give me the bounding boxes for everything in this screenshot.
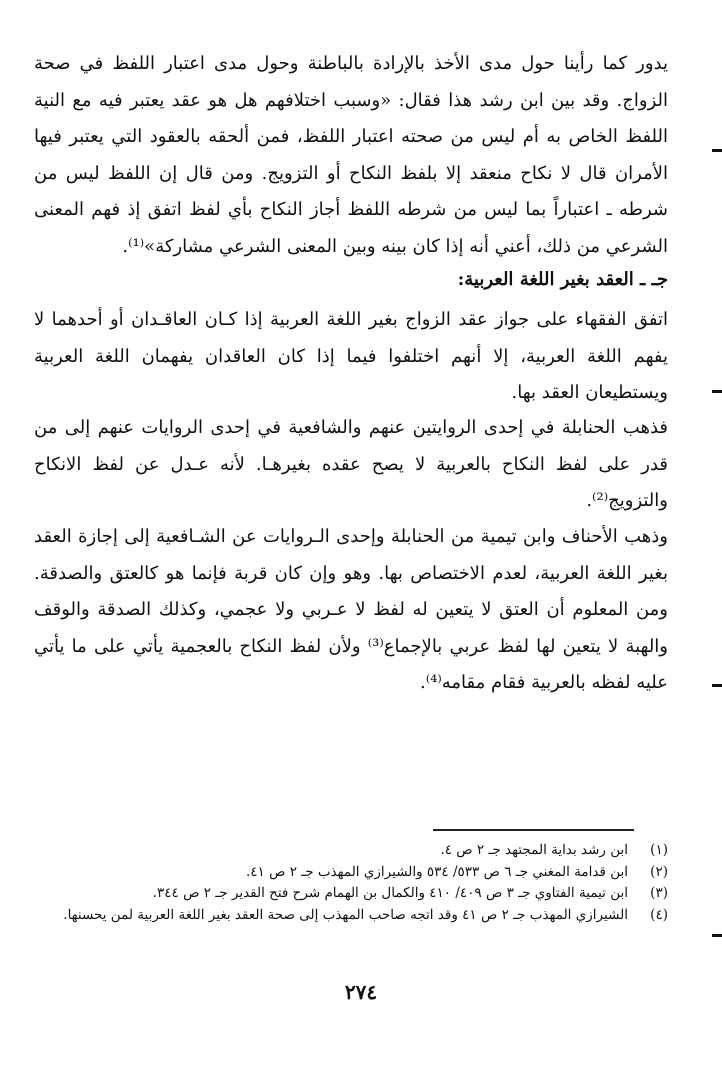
footnote-divider [433, 829, 634, 831]
footnote-text: ابن رشد بداية المجتهد جـ ٢ ص ٤. [440, 842, 628, 858]
section-heading: جـ ـ العقد بغير اللغة العربية: [457, 269, 668, 290]
footnote-text: الشيرازي المهذب جـ ٢ ص ٤١ وقد اتجه صاحب المهذب إلى صحة العقد بغير اللغة العربية لمن يحسنها. [63, 906, 628, 923]
footnote-number: (٣) [650, 885, 668, 901]
footnote-number: (٢) [650, 863, 668, 880]
footnote-text: ابن قدامة المغني جـ ٦ ص ٥٣٣/ ٥٣٤ والشيرازي المهذب جـ ٢ ص ٤١. [246, 863, 628, 880]
paragraph-hanafi-view: وذهب الأحناف وابن تيمية من الحنابلة وإحدى الـروايات عن الشـافعية إلى إجازة العقد بغير اللغة العربية، لعدم الاختصاص بها. وهو وإن كان قربة فإنما هو كالعتق والصدقة. ومن المعلوم أن العتق لا يتعين له لفظ لا عـربي ولا عجمي، وكذلك الصدقة والوقف والهبة لا يتعين لها لفظ عربي بالإجماع⁽³⁾ ولأن لفظ النكاح بالعجمية يأتي على ما يأتي عليه لفظه بالعربية فقام مقامه⁽⁴⁾. [34, 526, 668, 693]
paragraph-hanbali-shafii-view: فذهب الحنابلة في إحدى الروايتين عنهم والشافعية في إحدى الروايات عنهم إلى من قدر على لفظ النكاح بالعربية لا يصح عقده بغيرهـا. لأنه عـدل عن لفظ الانكاح والتزويج⁽²⁾. [34, 417, 668, 511]
footnote-item [34, 883, 668, 905]
paragraph-ibn-rushd-quote: يدور كما رأينا حول مدى الأخذ بالإرادة بالباطنة وحول مدى اعتبار اللفظ في صحة الزواج. وقد بين ابن رشد هذا فقال: «وسبب اختلافهم هل هو عقد يعتبر فيه مع النية اللفظ الخاص به أم ليس من صحته اعتبار اللفظ، فمن ألحقه بالعقود التي يعتبر فيها الأمران قال لا نكاح منعقد إلا بلفظ النكاح أو التزويج. ومن قال إن اللفظ ليس من شرطه ـ اعتباراً بما ليس من شرطه اللفظ أجاز النكاح بأي لفظ اتفق إذ فهم المعنى الشرعي من ذلك، أعني أنه إذا كان بينه وبين المعنى الشرعي مشاركة»⁽¹⁾. [34, 53, 668, 257]
footnote-number: (٤) [650, 906, 668, 923]
footnotes [34, 840, 668, 926]
footnote-item [34, 840, 668, 862]
scan-edge-mark [712, 934, 722, 937]
footnote-text: ابن تيمية الفتاوي جـ ٣ ص ٤٠٩/ ٤١٠ والكمال بن الهمام شرح فتح القدير جـ ٢ ص ٣٤٤. [152, 885, 628, 901]
scan-edge-mark [712, 684, 722, 687]
scan-edge-mark [712, 390, 722, 393]
footnote-number: (١) [650, 842, 668, 858]
page-number: ٢٧٤ [344, 980, 378, 1004]
paragraph-jurists-agreement: اتفق الفقهاء على جواز عقد الزواج بغير اللغة العربية إذا كـان العاقـدان أو أحدهما لا يفهم اللغة العربية، إلا أنهم اختلفوا فيما إذا كان العاقدان يفهمان اللغة العربية ويستطيعان العقد بها. [34, 309, 668, 403]
footnote-item [34, 862, 668, 884]
scan-edge-mark [712, 149, 722, 152]
footnote-item [34, 905, 668, 927]
